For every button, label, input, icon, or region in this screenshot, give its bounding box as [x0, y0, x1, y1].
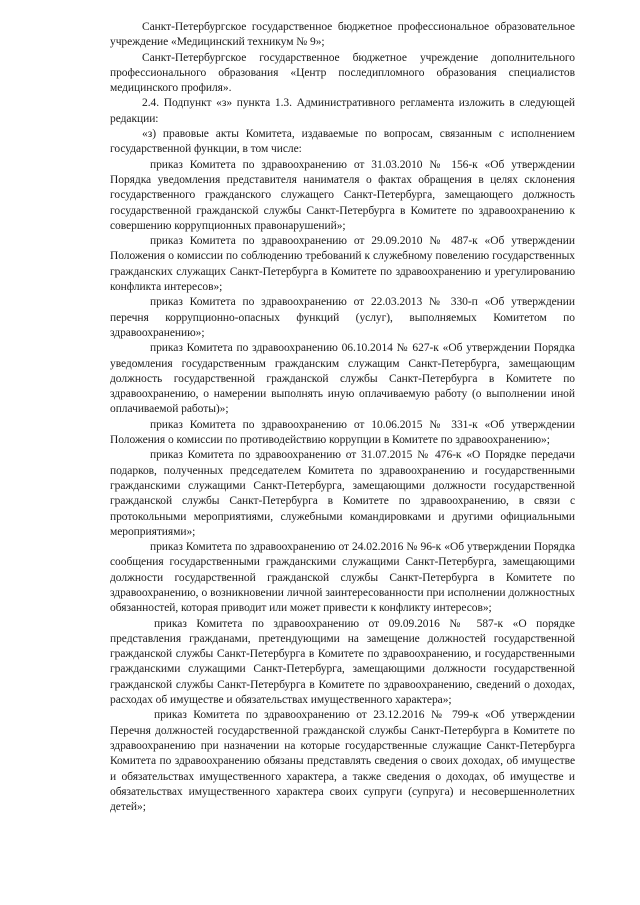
- paragraph-order-627k: приказ Комитета по здравоохранению 06.10.2014 № 627-к «Об утверждении Порядка уведомления государственным гражданским служащим Санкт-Петербурга, замещающим должность государственной гражданской службы Санкт-Петербурга в Комитете по здравоохранению, о намерении выполнять иную оплачиваемую работу (о выполнении иной оплачиваемой работы)»;: [110, 342, 575, 416]
- paragraph-postgraduate-center: Санкт-Петербургское государственное бюджетное учреждение дополнительного профессионального образования «Центр последипломного образования специалистов медицинского профиля».: [110, 51, 575, 95]
- paragraph-subitem-z: «з) правовые акты Комитета, издаваемые по вопросам, связанным с исполнением государственной функции, в том числе:: [110, 128, 575, 156]
- paragraph-order-96k: приказ Комитета по здравоохранению от 24.02.2016 № 96-к «Об утверждении Порядка сообщения государственными гражданскими служащими Санкт-Петербурга, замещающими должности государственной гражданской службы Санкт-Петербурга в Комитете по здравоохранению, о возникновении личной заинтересованности при исполнении должностных обязанностей, которая приводит или может привести к конфликту интересов»;: [110, 541, 575, 615]
- document-page: [110, 20, 575, 815]
- paragraph-order-330p: приказ Комитета по здравоохранению от 22.03.2013 № 330-п «Об утверждении перечня коррупционно-опасных функций (услуг), выполняемых Комитетом по здравоохранению»;: [110, 296, 575, 339]
- paragraph-order-799k: приказ Комитета по здравоохранению от 23.12.2016 № 799-к «Об утверждении Перечня должностей государственной гражданской службы Санкт-Петербурга в Комитете по здравоохранению при назначении на которые государственные служащие Санкт-Петербурга Комитета по здравоохранению обязаны представлять сведения о своих доходах, об имуществе и обязательствах имущественного характера, а также сведения о доходах, об имуществе и обязательствах имущественного характера своих супруги (супруга) и несовершеннолетних детей»;: [110, 709, 575, 814]
- paragraph-amendment-2-4: 2.4. Подпункт «з» пункта 1.3. Административного регламента изложить в следующей редакции:: [110, 97, 575, 125]
- paragraph-order-476k: приказ Комитета по здравоохранению от 31.07.2015 № 476-к «О Порядке передачи подарков, полученных председателем Комитета по здравоохранению и государственными гражданскими служащими Санкт-Петербурга, замещающими должности государственной гражданской службы Санкт-Петербурга в Комитете по здравоохранению, в связи с протокольными мероприятиями, служебными командировками и другими официальными мероприятиями»;: [110, 449, 575, 538]
- paragraph-order-156k: приказ Комитета по здравоохранению от 31.03.2010 № 156-к «Об утверждении Порядка уведомления представителя нанимателя о фактах обращения в целях склонения государственного гражданского служащего Санкт-Петербурга, замещающего должность государственной гражданской службы Санкт-Петербурга в Комитете по здравоохранению к совершению коррупционных правонарушений»;: [110, 158, 575, 232]
- paragraph-order-587k: приказ Комитета по здравоохранению от 09.09.2016 № 587-к «О порядке представления гражданами, претендующими на замещение должностей государственной гражданской службы Санкт-Петербурга в Комитете по здравоохранению, и государственными гражданскими служащими Санкт-Петербурга, замещающими должности государственной гражданской службы Санкт-Петербурга в Комитете по здравоохранению, сведений о доходах, расходах об имуществе и обязательствах имущественного характера»;: [110, 617, 575, 707]
- paragraph-technikum-9: Санкт-Петербургское государственное бюджетное профессиональное образовательное учреждение «Медицинский техникум № 9»;: [110, 21, 575, 49]
- paragraph-order-331k: приказ Комитета по здравоохранению от 10.06.2015 № 331-к «Об утверждении Положения о комиссии по противодействию коррупции в Комитете по здравоохранению»;: [110, 418, 575, 447]
- paragraph-order-487k: приказ Комитета по здравоохранению от 29.09.2010 № 487-к «Об утверждении Положения о комиссии по соблюдению требований к служебному повелению государственных гражданских служащих Санкт-Петербурга в Комитете по здравоохранению и урегулированию конфликта интересов»;: [110, 235, 575, 294]
